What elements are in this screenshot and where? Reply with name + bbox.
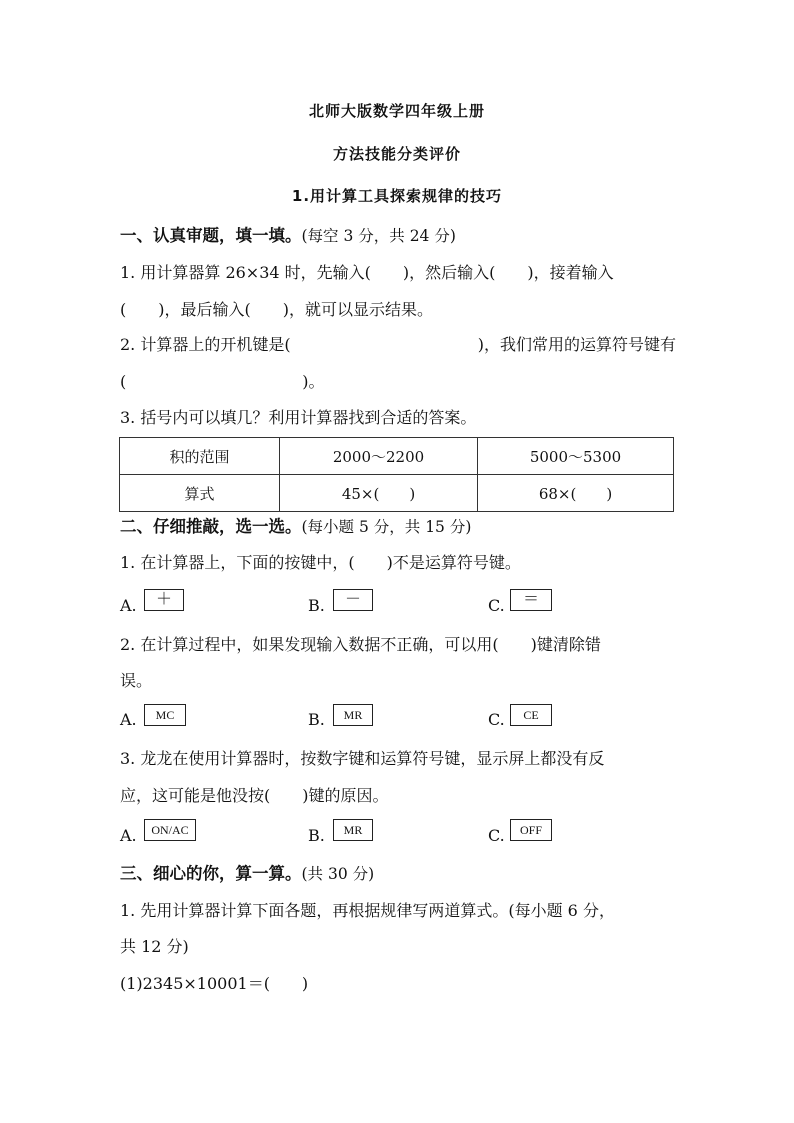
s3-q1-line1: 1. 先用计算器计算下面各题，再根据规律写两道算式。(每小题 6 分， — [120, 901, 615, 920]
table-row — [120, 475, 674, 512]
table-cell: 45×( ) — [280, 475, 478, 512]
mr-key: MR — [333, 819, 373, 841]
s1-q2-part-a: 2. 计算器上的开机键是( — [120, 335, 291, 354]
table-cell: 2000～2200 — [280, 438, 478, 475]
s2-q2-line2: 误。 — [120, 671, 153, 690]
ce-key: CE — [510, 704, 552, 726]
mr-key: MR — [333, 704, 373, 726]
s2-q2-option-c-letter: C. — [488, 710, 505, 729]
s2-q3-option-a-letter: A. — [120, 826, 137, 845]
s1-q2-part-b: )，我们常用的运算符号键有 — [477, 335, 676, 354]
section-3-heading — [120, 860, 374, 884]
on-ac-key: ON/AC — [144, 819, 196, 841]
s2-q1-option-a-letter: A. — [120, 596, 137, 615]
s2-q1: 1. 在计算器上，下面的按键中，( )不是运算符号键。 — [120, 553, 521, 572]
plus-key: ＋ — [144, 589, 184, 611]
s1-q1-line2: ( )，最后输入( )，就可以显示结果。 — [120, 300, 433, 319]
section-2-title: 二、仔细推敲，选一选。 — [120, 517, 302, 536]
s2-q1-option-c-letter: C. — [488, 596, 505, 615]
table-cell: 积的范围 — [120, 438, 280, 475]
table-cell: 算式 — [120, 475, 280, 512]
s1-q2-line2: ( )。 — [120, 372, 325, 391]
s3-q1-sub1: (1)2345×10001＝( ) — [120, 974, 309, 993]
s2-q3-option-b-letter: B. — [308, 826, 325, 845]
s1-q1-line1: 1. 用计算器算 26×34 时，先输入( )，然后输入( )，接着输入 — [120, 263, 614, 282]
table-cell: 5000～5300 — [478, 438, 674, 475]
s3-q1-line2: 共 12 分) — [120, 937, 189, 956]
section-3-score-note: (共 30 分) — [301, 865, 375, 883]
s2-q3-line2: 应，这可能是他没按( )键的原因。 — [120, 786, 389, 805]
minus-key: － — [333, 589, 373, 611]
off-key: OFF — [510, 819, 552, 841]
section-3-title: 三、细心的你，算一算。 — [120, 864, 302, 883]
page-title: 北师大版数学四年级上册 — [308, 102, 485, 120]
unit-title: 1.用计算工具探索规律的技巧 — [291, 187, 503, 205]
s1-q3: 3. 括号内可以填几？利用计算器找到合适的答案。 — [120, 408, 477, 427]
section-1-title: 一、认真审题，填一填。 — [120, 226, 302, 245]
s2-q2-line1: 2. 在计算过程中，如果发现输入数据不正确，可以用( )键清除错 — [120, 635, 601, 654]
s2-q3-option-c-letter: C. — [488, 826, 505, 845]
table-row — [120, 438, 674, 475]
s2-q2-option-a-letter: A. — [120, 710, 137, 729]
page-subtitle: 方法技能分类评价 — [332, 145, 461, 163]
s2-q2-option-b-letter: B. — [308, 710, 325, 729]
section-2-heading — [120, 513, 471, 537]
s1-q2-line1 — [120, 332, 676, 355]
table-cell: 68×( ) — [478, 475, 674, 512]
s2-q1-option-b-letter: B. — [308, 596, 325, 615]
section-1-heading — [120, 222, 456, 246]
range-table — [119, 437, 674, 512]
section-1-score-note: (每空 3 分，共 24 分) — [301, 227, 456, 245]
s2-q3-line1: 3. 龙龙在使用计算器时，按数字键和运算符号键，显示屏上都没有反 — [120, 749, 605, 768]
section-2-score-note: (每小题 5 分，共 15 分) — [301, 518, 472, 536]
mc-key: MC — [144, 704, 186, 726]
equals-key: ＝ — [510, 589, 552, 611]
